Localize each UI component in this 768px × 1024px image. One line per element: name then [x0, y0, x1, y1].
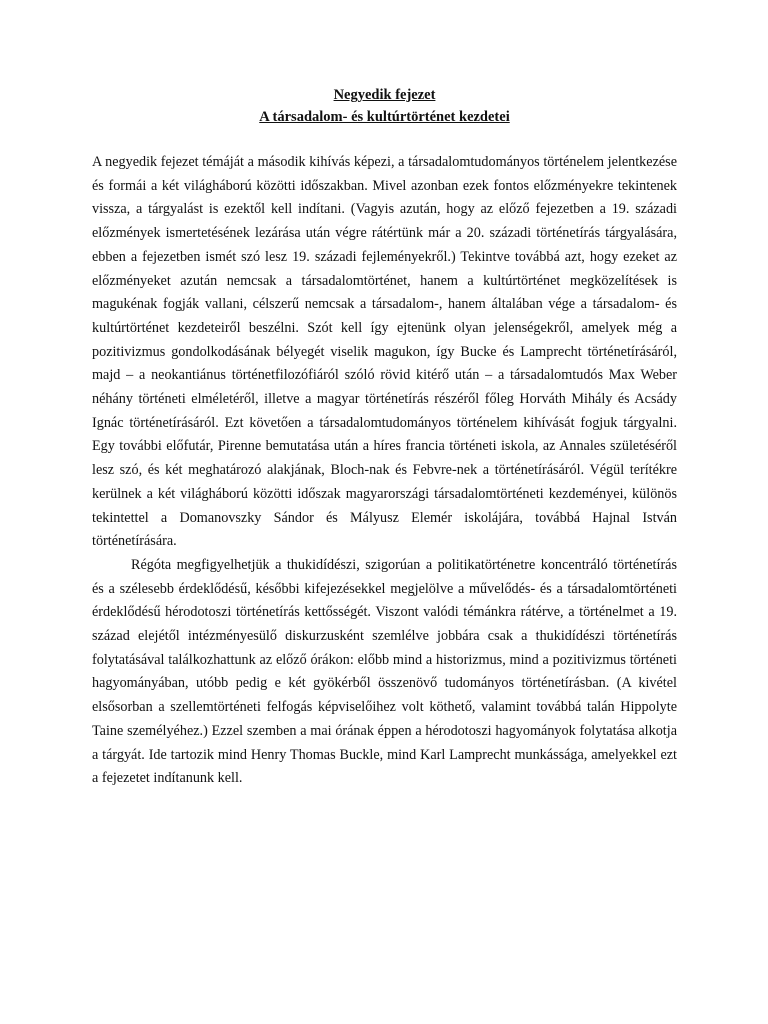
paragraph-second: Régóta megfigyelhetjük a thukidídészi, szigorúan a politikatörténetre koncentráló történetírás és a szélesebb érdeklődésű, későbbi kifejezésekkel megjelölve a művelődés- és a társadalomtörténeti érdeklődésű hérodotoszi történetírás kettősségét. Viszont valódi témánkra rátérve, a történelmet a 19. század elejétől intézményesülő diskurzusként szemlélve jobbára csak a thukidídészi történetírás folytatásával találkozhattunk az előző órákon: előbb mind a historizmus, mind a pozitivizmus történeti hagyományában, utóbb pedig e két gyökérből összenövő tudományos történetírásban. (A kivétel elsősorban a szellemtörténeti felfogás képviselőihez volt köthető, valamint továbbá talán Hippolyte Taine személyéhez.) Ezzel szemben a mai órának éppen a hérodotoszi hagyományok folytatása alkotja a tárgyát. Ide tartozik mind Henry Thomas Buckle, mind Karl Lamprecht munkássága, amelyekkel ezt a fejezetet indítanunk kell.: [92, 556, 677, 787]
chapter-title: Negyedik fejezet: [333, 87, 436, 103]
document-page: [92, 84, 677, 791]
chapter-subtitle: A társadalom- és kultúrtörténet kezdetei: [259, 109, 510, 125]
paragraph-intro: A negyedik fejezet témáját a második kihívás képezi, a társadalomtudományos történelem jelentkezése és formái a két világháború közötti időszakban. Mivel azonban ezek fontos előzményekre tekintenek vissza, a tárgyalást is ezektől kell indítani. (Vagyis azután, hogy az előző fejezetben a 19. századi előzmények ismertetésének lezárása után végre rátértünk már a 20. századi történetírás tárgyalására, ebben a fejezetben ismét szó lesz 19. századi fejleményekről.) Tekintve továbbá azt, hogy ezeket az előzményeket azután nemcsak a társadalomtörténet, hanem a kultúrtörténet megközelítések is magukénak fogják vallani, célszerű nemcsak a társadalom-, hanem általában vége a társadalom- és kultúrtörténet kezdeteiről beszélni. Szót kell így ejtenünk olyan jelenségekről, amelyek még a pozitivizmus gondolkodásának bélyegét viselik magukon, így Bucke és Lamprecht történetírásáról, majd – a neokantiánus történetfilozófiáról szóló rövid kitérő után – a társadalomtudós Max Weber néhány történeti elméletéről, illetve a magyar történetírás részéről főleg Horváth Mihály és Acsády Ignác történetírásáról. Ezt követően a társadalomtudományos történelem kihívását fogjuk tárgyalni. Egy további előfutár, Pirenne bemutatása után a híres francia történeti iskola, az Annales születéséről lesz szó, és két meghatározó alakjának, Bloch-nak és Febvre-nek a történetírásáról. Végül terítékre kerülnek a két világháború közötti időszak magyarországi társadalomtörténeti kezdeményei, különös tekintettel a Domanovszky Sándor és Mályusz Elemér iskolájára, továbbá Hajnal István történetírására.: [92, 154, 677, 550]
